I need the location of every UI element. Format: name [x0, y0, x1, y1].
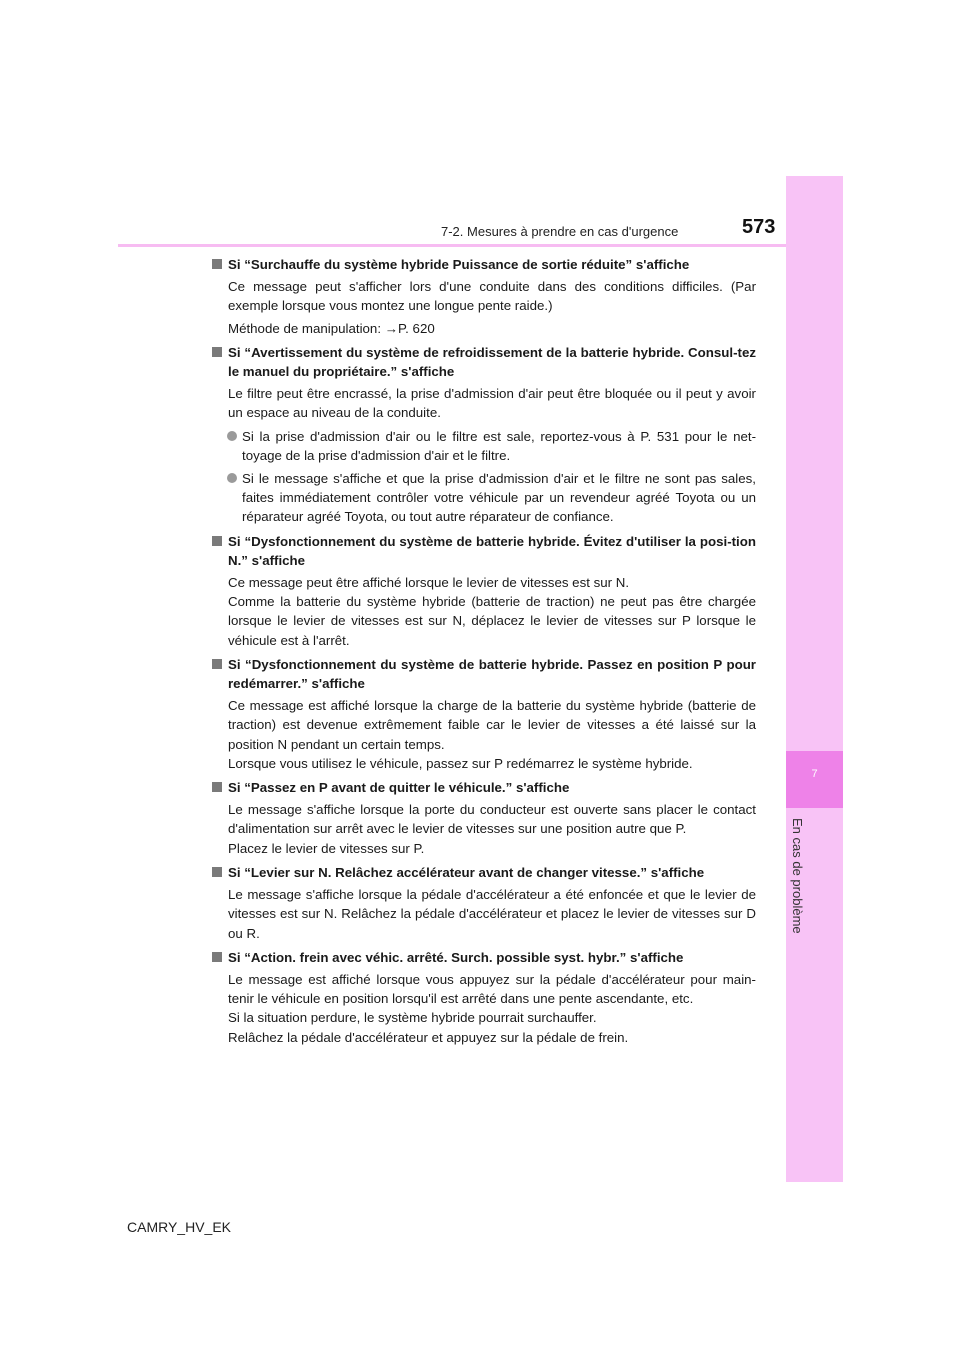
square-bullet-icon: [212, 536, 222, 546]
paragraph: [212, 573, 756, 650]
paragraph: Méthode de manipulation: →P. 620: [228, 320, 435, 336]
paragraph-line: Le message s'affiche lorsque la porte du conducteur est ouverte sans placer le contact d'alimentation sur arrêt avec le levier de vitesses sur une position autre que P.: [228, 802, 756, 837]
paragraph-line: Si la situation perdure, le système hybride pourrait surchauffer.: [228, 1010, 597, 1026]
section-title-text: Si “Passez en P avant de quitter le véhicule.” s'affiche: [228, 780, 570, 796]
section: [212, 532, 756, 650]
paragraph-line: Lorsque vous utilisez le véhicule, passez sur P redémarrez le système hybride.: [228, 755, 693, 771]
bullet-text: Si la prise d'admission d'air ou le filtre est sale, reportez-vous à P. 531 pour le net-toyage de la prise d'admission d'air et le filtre.: [242, 428, 756, 463]
paragraph: Le message s'affiche lorsque la pédale d'accélérateur a été enfoncée et que le levier de vitesses est sur N. Relâchez la pédale d'accélérateur et placez le levier de vitesses sur D ou R.: [228, 887, 756, 941]
paragraph: [212, 970, 756, 1047]
round-bullet-icon: [227, 473, 237, 483]
square-bullet-icon: [212, 347, 222, 357]
paragraph-line: Ce message peut être affiché lorsque le levier de vitesses est sur N.: [228, 575, 630, 591]
paragraph-line: Ce message est affiché lorsque la charge de la batterie du système hybride (batterie de traction) est devenue extrêmement faible car le levier de vitesses a été laissé sur la position N pendant un certain temps.: [228, 698, 756, 752]
bullet-item: [212, 427, 756, 465]
section: [212, 863, 756, 943]
square-bullet-icon: [212, 259, 222, 269]
side-tab: [786, 176, 843, 1182]
square-bullet-icon: [212, 782, 222, 792]
paragraph: [212, 800, 756, 858]
section-title: [212, 778, 756, 797]
section-title: [212, 343, 756, 381]
section-title-text: Si “Dysfonctionnement du système de batterie hybride. Évitez d'utiliser la posi-tion N.” s'affiche: [228, 533, 756, 568]
paragraph: [212, 696, 756, 773]
section-title: [212, 863, 756, 882]
main-content: [212, 255, 756, 1052]
bullet-item: [212, 469, 756, 527]
header-divider: [118, 244, 786, 247]
section: [212, 255, 756, 338]
section: [212, 655, 756, 773]
square-bullet-icon: [212, 867, 222, 877]
section-title: [212, 655, 756, 693]
section-title: [212, 532, 756, 570]
chapter-number: 7: [811, 768, 818, 780]
square-bullet-icon: [212, 659, 222, 669]
section-title-text: Si “Dysfonctionnement du système de batterie hybride. Passez en position P pour redémarrer.” s'affiche: [228, 656, 756, 692]
section-title-text: Si “Avertissement du système de refroidissement de la batterie hybride. Consul-tez le manuel du propriétaire.” s'affiche: [228, 344, 756, 380]
paragraph-line: Comme la batterie du système hybride (batterie de traction) ne peut pas être chargée lorsque le levier de vitesses est sur N, déplacez le levier de vitesses sur P lorsque le véhicule est à l'arrêt.: [228, 594, 756, 648]
section-title: [212, 948, 756, 967]
paragraph-line: Relâchez la pédale d'accélérateur et appuyez sur la pédale de frein.: [228, 1029, 629, 1045]
section: [212, 343, 756, 527]
section-title: [212, 255, 756, 274]
section: [212, 778, 756, 858]
paragraph: Ce message peut s'afficher lors d'une conduite dans des conditions difficiles. (Par exemple lorsque vous montez une longue pente raide.): [228, 279, 756, 314]
section-title-text: Si “Surchauffe du système hybride Puissance de sortie réduite” s'affiche: [228, 257, 690, 272]
paragraph: Le filtre peut être encrassé, la prise d'admission d'air peut être bloquée ou il peut y avoir un espace au niveau de la conduite.: [228, 386, 756, 421]
page-number: 573: [742, 216, 776, 238]
section: [212, 948, 756, 1047]
section-title-text: Si “Action. frein avec véhic. arrêté. Surch. possible syst. hybr.” s'affiche: [228, 949, 684, 965]
header-section-title: 7-2. Mesures à prendre en cas d'urgence: [441, 224, 679, 239]
paragraph-line: Le message est affiché lorsque vous appuyez sur la pédale d'accélérateur pour main-tenir le véhicule en position lorsqu'il est arrêté dans une pente ascendante, etc.: [228, 971, 756, 1007]
square-bullet-icon: [212, 952, 222, 962]
bullet-text: Si le message s'affiche et que la prise d'admission d'air et le filtre ne sont pas sales, faites immédiatement contrôler votre véhicule par un revendeur agréé Toyota ou un réparateur agréé Toyota, ou tout autre réparateur de confiance.: [242, 471, 756, 525]
section-title-text: Si “Levier sur N. Relâchez accélérateur avant de changer vitesse.” s'affiche: [228, 864, 705, 880]
chapter-title: En cas de problème: [790, 818, 805, 934]
round-bullet-icon: [227, 431, 237, 441]
paragraph-line: Placez le levier de vitesses sur P.: [228, 840, 425, 856]
footer-model-code: CAMRY_HV_EK: [127, 1219, 232, 1235]
